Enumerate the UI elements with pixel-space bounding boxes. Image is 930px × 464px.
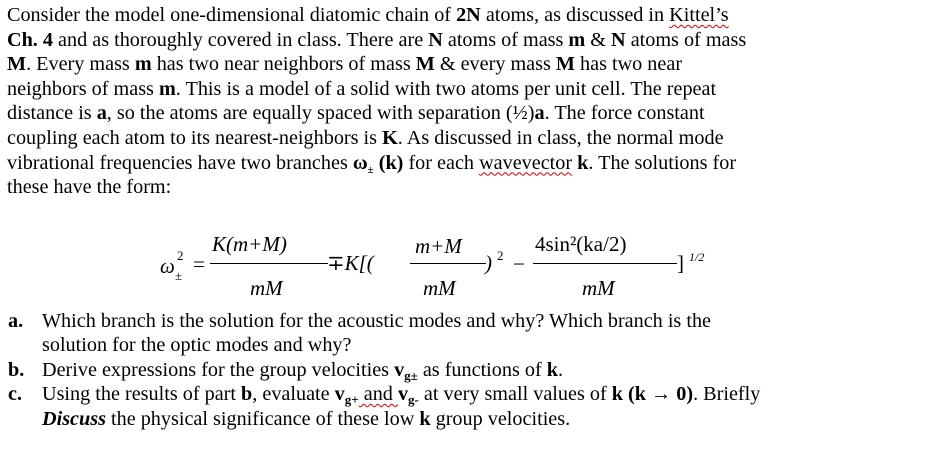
subscript: g- <box>408 392 419 408</box>
spellcheck-word: wavevector <box>479 151 573 174</box>
text-bold: k <box>577 151 589 174</box>
omega-symbol: ω <box>160 254 175 278</box>
minus-plus-k-bracket: ∓K[( <box>327 251 374 275</box>
text-bold: N <box>428 28 443 51</box>
fraction-3-denominator: mM <box>582 276 615 300</box>
subscript: g+ <box>344 392 359 408</box>
text-bold: N <box>611 28 626 51</box>
superscript-2: 2 <box>497 248 504 263</box>
text: distance is <box>7 102 97 125</box>
plus-minus-subscript: ± <box>175 268 183 283</box>
question-a-continued <box>0 333 930 357</box>
text: neighbors of mass <box>7 77 159 100</box>
question-b <box>0 358 930 382</box>
text: has two near neighbors of mass <box>151 53 416 76</box>
question-text: Which branch is the solution for the acoustic modes and why? Which branch is the <box>42 310 711 332</box>
intro-line-8: these have the form: <box>7 176 172 199</box>
text: and as thoroughly covered in class. There are <box>53 28 429 51</box>
fraction-1-numerator: K(m+M) <box>212 232 287 256</box>
text: . The force constant <box>544 102 705 125</box>
intro-line-3 <box>7 52 922 77</box>
text: . Every mass <box>26 53 135 76</box>
fraction-3-numerator: 4sin²(ka/2) <box>535 232 627 256</box>
text: . <box>557 358 564 381</box>
equals-sign: = <box>193 252 205 276</box>
text: . Briefly <box>693 383 761 406</box>
intro-line-5 <box>7 101 922 126</box>
problem-intro <box>7 3 922 200</box>
dispersion-equation <box>0 224 930 306</box>
text: atoms of mass <box>625 28 747 51</box>
question-c <box>0 382 930 406</box>
spellcheck-word: Kittel’s <box>669 4 729 26</box>
question-a <box>0 309 930 333</box>
text: . This is a model of a solid with two atoms per unit cell. The repeat <box>175 77 717 100</box>
text: . The solutions for <box>588 151 737 174</box>
text: . As discussed in class, the normal mode <box>397 126 724 149</box>
text-bold: (k) <box>373 151 404 174</box>
intro-line-1 <box>7 3 922 28</box>
close-bracket: ] <box>677 251 684 275</box>
text: atoms of mass <box>442 28 569 51</box>
omega-symbol: ω <box>352 151 368 174</box>
text-bold: m <box>158 77 176 100</box>
text: Using the results of part <box>42 383 242 406</box>
text: vibrational frequencies have two branches <box>7 151 353 174</box>
text-bold: k (k → 0) <box>611 383 694 406</box>
text: & <box>585 28 612 51</box>
text: at very small values of <box>418 383 612 406</box>
text: the physical significance of these low <box>105 407 420 430</box>
minus-sign: − <box>513 252 525 276</box>
fraction-2-denominator: mM <box>423 276 456 300</box>
text-bold: M <box>555 53 575 76</box>
text-bold: v <box>334 383 345 406</box>
text-bold: k <box>419 407 431 430</box>
text-bold: v <box>394 358 405 381</box>
text-bold: M <box>7 53 27 76</box>
plus-minus-subscript: ± <box>367 163 374 176</box>
text-bold: k <box>546 358 558 381</box>
text: coupling each atom to its nearest-neighbors is <box>7 126 383 149</box>
text-bold: m <box>568 28 586 51</box>
spellcheck-word: and <box>358 383 398 406</box>
text: Consider the model one-dimensional diatomic chain of <box>7 4 457 26</box>
intro-line-6 <box>7 126 922 151</box>
text: atoms, as discussed in <box>480 4 670 26</box>
fraction-2-bar <box>410 263 486 264</box>
text-bold: 2N <box>456 4 481 26</box>
text: & every mass <box>434 53 556 76</box>
question-text: solution for the optic modes and why? <box>42 334 352 357</box>
question-label: a. <box>8 310 24 332</box>
text-bold: b <box>241 383 253 406</box>
exponent-half: 1/2 <box>689 250 705 264</box>
text: for each <box>403 151 480 174</box>
text-bold: m <box>134 53 152 76</box>
text: , so the atoms are equally spaced with separation (½) <box>106 102 535 125</box>
intro-line-2 <box>7 28 922 53</box>
text: as functions of <box>417 358 547 381</box>
text-bold: M <box>415 53 435 76</box>
intro-line-4 <box>7 77 922 102</box>
superscript-2: 2 <box>177 248 184 263</box>
text: has two near <box>574 53 683 76</box>
text: group velocities. <box>430 407 571 430</box>
fraction-1-denominator: mM <box>250 276 283 300</box>
close-paren: ) <box>485 251 492 275</box>
text: Derive expressions for the group velocities <box>42 358 395 381</box>
fraction-3-bar <box>533 263 677 264</box>
text-bold: Ch. 4 <box>7 28 53 51</box>
question-label: b. <box>8 358 25 381</box>
fraction-2-numerator: m+M <box>415 234 462 258</box>
text-bold: a <box>534 102 545 125</box>
question-list <box>0 309 930 431</box>
subscript: g± <box>404 367 418 383</box>
fraction-1-bar <box>210 263 328 264</box>
intro-line-7 <box>7 151 922 176</box>
question-label: c. <box>8 383 23 406</box>
text-bold-italic: Discuss <box>42 407 106 430</box>
text-bold: v <box>397 383 409 406</box>
text: , evaluate <box>252 383 335 406</box>
question-c-continued <box>0 407 930 431</box>
question-text <box>42 407 570 431</box>
text-bold: a <box>96 102 107 125</box>
text-bold: K <box>382 126 398 149</box>
